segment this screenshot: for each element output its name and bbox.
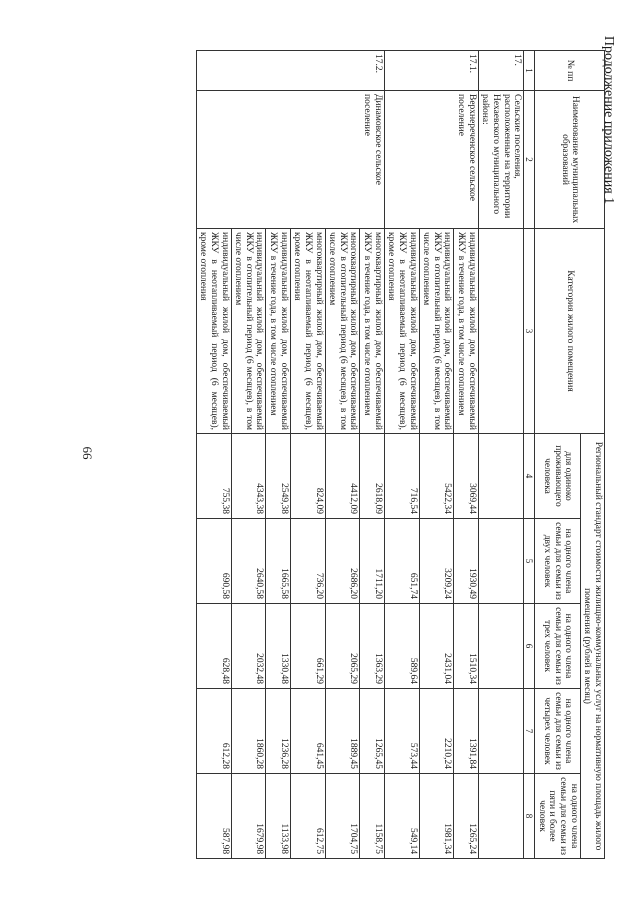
category-cell: многоквартирный жилой дом, обеспечиваемый ЖКУ в неотапливаемый период (6 месяцев), кроме отопления [290,229,325,434]
header-row-1 [580,51,604,859]
value-cell: 2032,48 [231,604,266,689]
rotated-sheet [158,50,605,858]
column-number: 1 [524,51,535,91]
header-sub-three: на одного члена семьи для семьи из трех человек [535,604,581,689]
header-sub-five: на одного члена семьи для семьи из пяти и более человек [535,774,581,859]
value-cell: 549,14 [384,774,419,859]
category-cell: многоквартирный жилой дом, обеспечиваемый ЖКУ в отопительный период (6 месяцев), в том числе отоплением [325,229,360,434]
value-cell: 1930,49 [454,519,478,604]
empty-cell [478,434,524,519]
column-number: 6 [524,604,535,689]
value-cell: 661,29 [290,604,325,689]
header-category: Категория жилого помещения [535,229,605,434]
category-cell: индивидуальный жилой дом, обеспечиваемый ЖКУ в неотапливаемый период (6 месяцев), кроме отопления [384,229,419,434]
value-cell: 3209,24 [419,519,454,604]
header-sub-single: для одиноко проживающего человека [535,434,581,519]
value-cell: 736,20 [290,519,325,604]
value-cell: 1133,98 [266,774,290,859]
empty-cell [478,229,524,434]
value-cell: 1265,45 [360,689,384,774]
table-row [360,51,384,859]
value-cell: 755,38 [196,434,231,519]
column-number-row [524,51,535,859]
column-number: 8 [524,774,535,859]
section-name: Сельские поселения, расположенные на территории Нехаевского муниципального района: [478,91,524,229]
empty-cell [478,604,524,689]
header-standard: Региональный стандарт стоимости жилищно-коммунальных услуг на нормативную площадь жилого помещения (рублей в месяц) [580,434,604,859]
value-cell: 1981,34 [419,774,454,859]
header-sub-four: на одного члена семьи для семьи из четырех человек [535,689,581,774]
value-cell: 1679,98 [231,774,266,859]
value-cell: 3069,44 [454,434,478,519]
value-cell: 1236,28 [266,689,290,774]
column-number: 2 [524,91,535,229]
value-cell: 589,64 [384,604,419,689]
header-sub-two: на одного члена семьи для семьи из двух человек [535,519,581,604]
column-number: 3 [524,229,535,434]
value-cell: 1158,75 [360,774,384,859]
value-cell: 651,74 [384,519,419,604]
value-cell: 628,48 [196,604,231,689]
column-number: 5 [524,519,535,604]
value-cell: 2549,38 [266,434,290,519]
value-cell: 641,45 [290,689,325,774]
column-number: 7 [524,689,535,774]
section-no: 17. [478,51,524,91]
value-cell: 2431,04 [419,604,454,689]
value-cell: 2065,29 [325,604,360,689]
value-cell: 5422,34 [419,434,454,519]
value-cell: 1265,24 [454,774,478,859]
value-cell: 612,75 [290,774,325,859]
empty-cell [478,774,524,859]
value-cell: 690,58 [196,519,231,604]
value-cell: 1363,29 [360,604,384,689]
value-cell: 1330,48 [266,604,290,689]
value-cell: 1704,75 [325,774,360,859]
value-cell: 1889,45 [325,689,360,774]
category-cell: индивидуальный жилой дом, обеспечиваемый ЖКУ в течение года, в том числе отоплением [266,229,290,434]
section-row [478,51,524,859]
category-cell: многоквартирный жилой дом, обеспечиваемый ЖКУ в течение года, в том числе отоплением [360,229,384,434]
table-row [454,51,478,859]
category-cell: индивидуальный жилой дом, обеспечиваемый ЖКУ в отопительный период (6 месяцев), в том числе отоплением [231,229,266,434]
housing-cost-table [196,50,605,859]
empty-cell [478,519,524,604]
appendix-label: Продолжение приложения 1 [601,35,616,205]
page-number: 66 [80,446,95,460]
value-cell: 573,44 [384,689,419,774]
value-cell: 612,28 [196,689,231,774]
category-cell: индивидуальный жилой дом, обеспечиваемый ЖКУ в отопительный период (6 месяцев), в том числе отоплением [419,229,454,434]
value-cell: 1391,84 [454,689,478,774]
value-cell: 1711,20 [360,519,384,604]
value-cell: 2618,09 [360,434,384,519]
empty-cell [478,689,524,774]
value-cell: 2640,58 [231,519,266,604]
value-cell: 4343,38 [231,434,266,519]
value-cell: 1510,34 [454,604,478,689]
header-no: № пп [535,51,605,91]
group-no: 17.2. [196,51,384,91]
category-cell: индивидуальный жилой дом, обеспечиваемый ЖКУ в течение года, в том числе отоплением [454,229,478,434]
column-number: 4 [524,434,535,519]
value-cell: 2686,20 [325,519,360,604]
value-cell: 1860,28 [231,689,266,774]
value-cell: 2210,24 [419,689,454,774]
value-cell: 1665,58 [266,519,290,604]
header-municipality: Наименование муниципальных образований [535,91,605,229]
group-name: Динамовское сельское поселение [196,91,384,229]
category-cell: индивидуальный жилой дом, обеспечиваемый ЖКУ в неотапливаемый период (6 месяцев), кроме отопления [196,229,231,434]
value-cell: 716,54 [384,434,419,519]
value-cell: 4412,09 [325,434,360,519]
value-cell: 587,98 [196,774,231,859]
group-no: 17.1. [384,51,478,91]
group-name: Верхнереченское сельское поселение [384,91,478,229]
value-cell: 824,09 [290,434,325,519]
